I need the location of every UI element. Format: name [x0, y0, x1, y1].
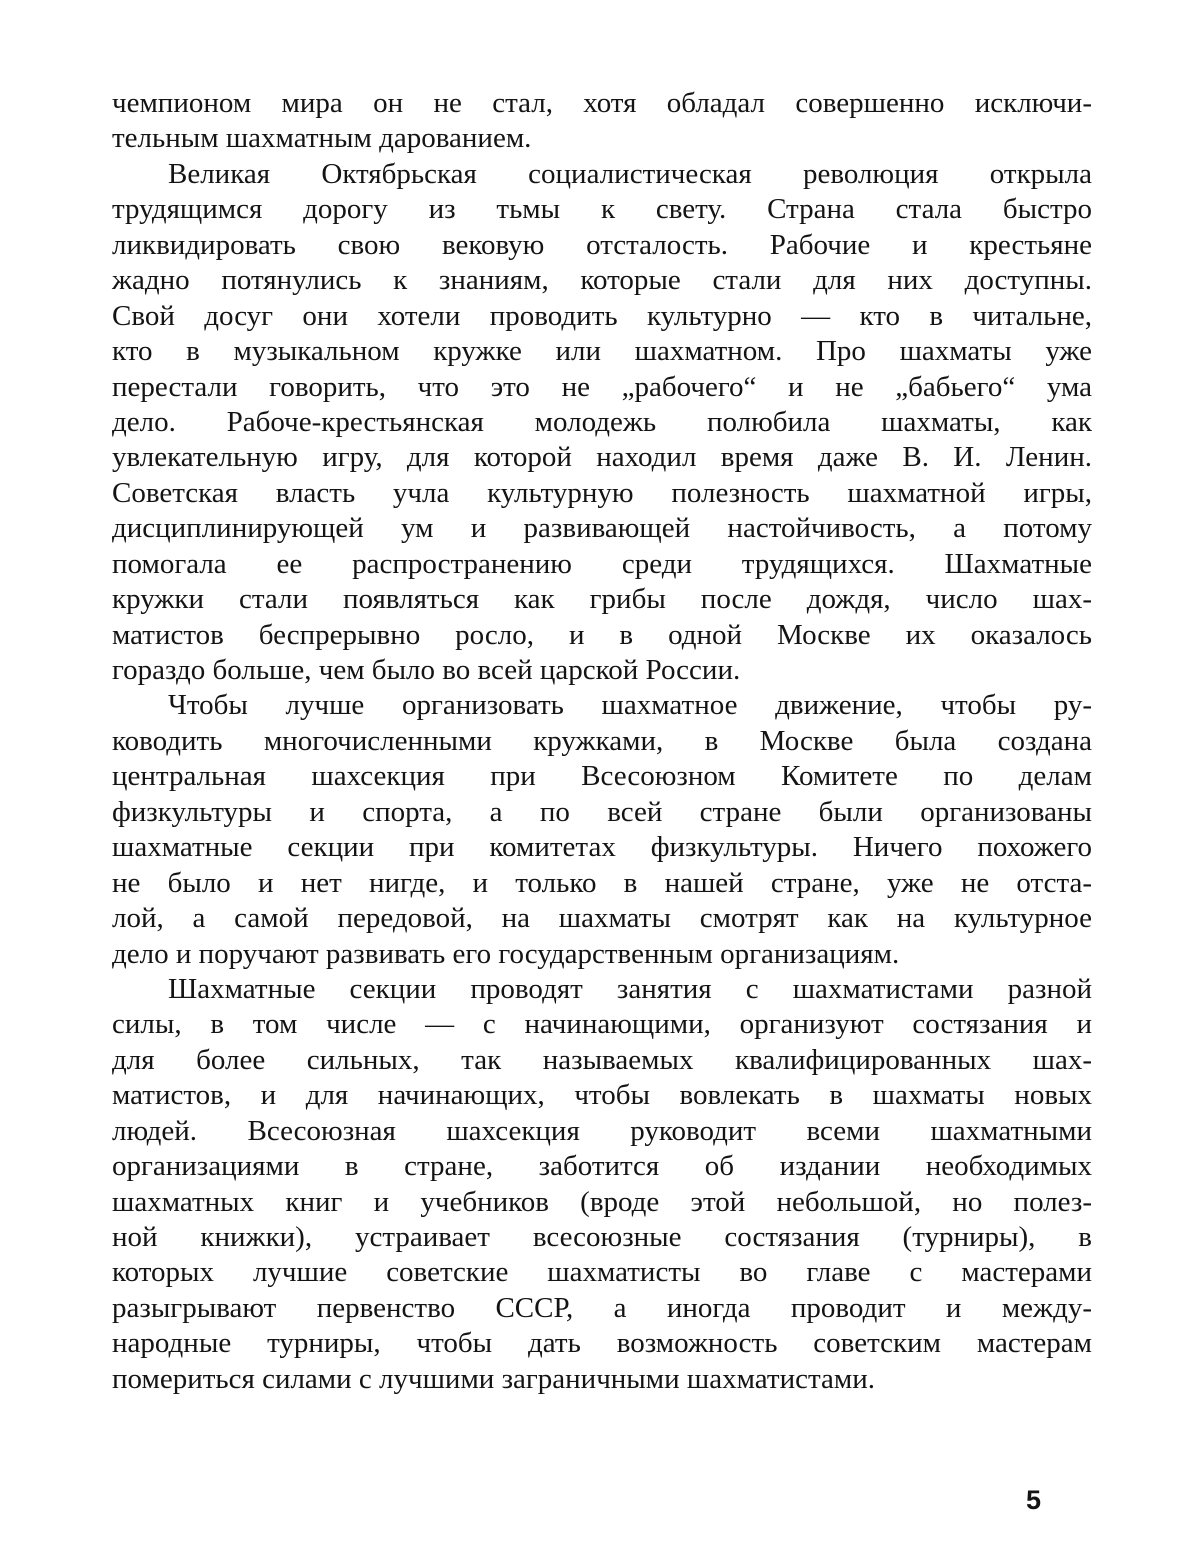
- text-line: Великая Октябрьская социалистическая революция открыла: [168, 157, 1092, 190]
- text-line: Свой досуг они хотели проводить культурно — кто в читальне,: [112, 299, 1092, 332]
- text-line: чемпионом мира он не стал, хотя обладал совершенно исключи-: [112, 87, 1092, 119]
- text-line: дисциплинирующей ум и развивающей настойчивость, а потому: [112, 512, 1092, 545]
- text-line: для более сильных, так называемых квалифицированных шах-: [112, 1043, 1092, 1076]
- text-line: ной книжки), устраивает всесоюзные состязания (турниры), в: [112, 1221, 1092, 1253]
- text-line: людей. Всесоюзная шахсекция руководит всеми шахматными: [112, 1114, 1092, 1147]
- paragraph: [112, 972, 1092, 1397]
- page-number: 5: [1026, 1485, 1042, 1515]
- text-line: Чтобы лучше организовать шахматное движение, чтобы ру-: [168, 689, 1092, 722]
- text-line: матистов, и для начинающих, чтобы вовлекать в шахматы новых: [112, 1079, 1092, 1112]
- text-line: Советская власть учла культурную полезность шахматной игры,: [112, 476, 1092, 509]
- text-line: тельным шахматным дарованием.: [112, 122, 532, 155]
- text-line: дело и поручают развивать его государственным организациям.: [112, 937, 900, 970]
- text-line: дело. Рабоче-крестьянская молодежь полюбила шахматы, как: [112, 405, 1092, 438]
- text-line: кто в музыкальном кружке или шахматном. Про шахматы уже: [112, 335, 1092, 368]
- text-line: разыгрывают первенство СССР, а иногда проводит и между-: [112, 1291, 1092, 1324]
- text-line: матистов беспрерывно росло, и в одной Москве их оказалось: [112, 618, 1092, 651]
- text-line: ководить многочисленными кружками, в Москве была создана: [112, 724, 1092, 757]
- text-line: не было и нет нигде, и только в нашей стране, уже не отста-: [112, 866, 1092, 899]
- text-line: ликвидировать свою вековую отсталость. Рабочие и крестьяне: [112, 228, 1092, 261]
- text-line: силы, в том числе — с начинающими, организуют состязания и: [112, 1008, 1092, 1041]
- text-line: увлекательную игру, для которой находил время даже В. И. Ленин.: [112, 441, 1092, 474]
- text-line: организациями в стране, заботится об издании необходимых: [112, 1150, 1092, 1183]
- text-line: народные турниры, чтобы дать возможность советским мастерам: [112, 1327, 1092, 1360]
- text-line: помогала ее распространению среди трудящихся. Шахматные: [112, 547, 1092, 580]
- text-line: которых лучшие советские шахматисты во главе с мастерами: [112, 1256, 1092, 1289]
- paragraph: [112, 688, 1092, 972]
- text-line: перестали говорить, что это не „рабочего“ и не „бабьего“ ума: [112, 370, 1092, 403]
- text-line: физкультуры и спорта, а по всей стране были организованы: [112, 795, 1092, 828]
- text-line: кружки стали появляться как грибы после дождя, число шах-: [112, 583, 1092, 616]
- text-line: трудящимся дорогу из тьмы к свету. Страна стала быстро: [112, 193, 1092, 226]
- text-line: помериться силами с лучшими заграничными шахматистами.: [112, 1362, 875, 1395]
- text-line: Шахматные секции проводят занятия с шахматистами разной: [168, 972, 1092, 1005]
- text-line: жадно потянулись к знаниям, которые стали для них доступны.: [112, 264, 1092, 297]
- text-line: гораздо больше, чем было во всей царской России.: [112, 654, 741, 686]
- paragraph: [112, 157, 1092, 689]
- text-line: шахматных книг и учебников (вроде этой небольшой, но полез-: [112, 1185, 1092, 1218]
- text-line: центральная шахсекция при Всесоюзном Комитете по делам: [112, 760, 1092, 793]
- page-text: [112, 86, 1092, 1397]
- paragraph: [112, 86, 1092, 157]
- text-line: шахматные секции при комитетах физкультуры. Ничего похожего: [112, 831, 1092, 864]
- text-line: лой, а самой передовой, на шахматы смотрят как на культурное: [112, 902, 1092, 935]
